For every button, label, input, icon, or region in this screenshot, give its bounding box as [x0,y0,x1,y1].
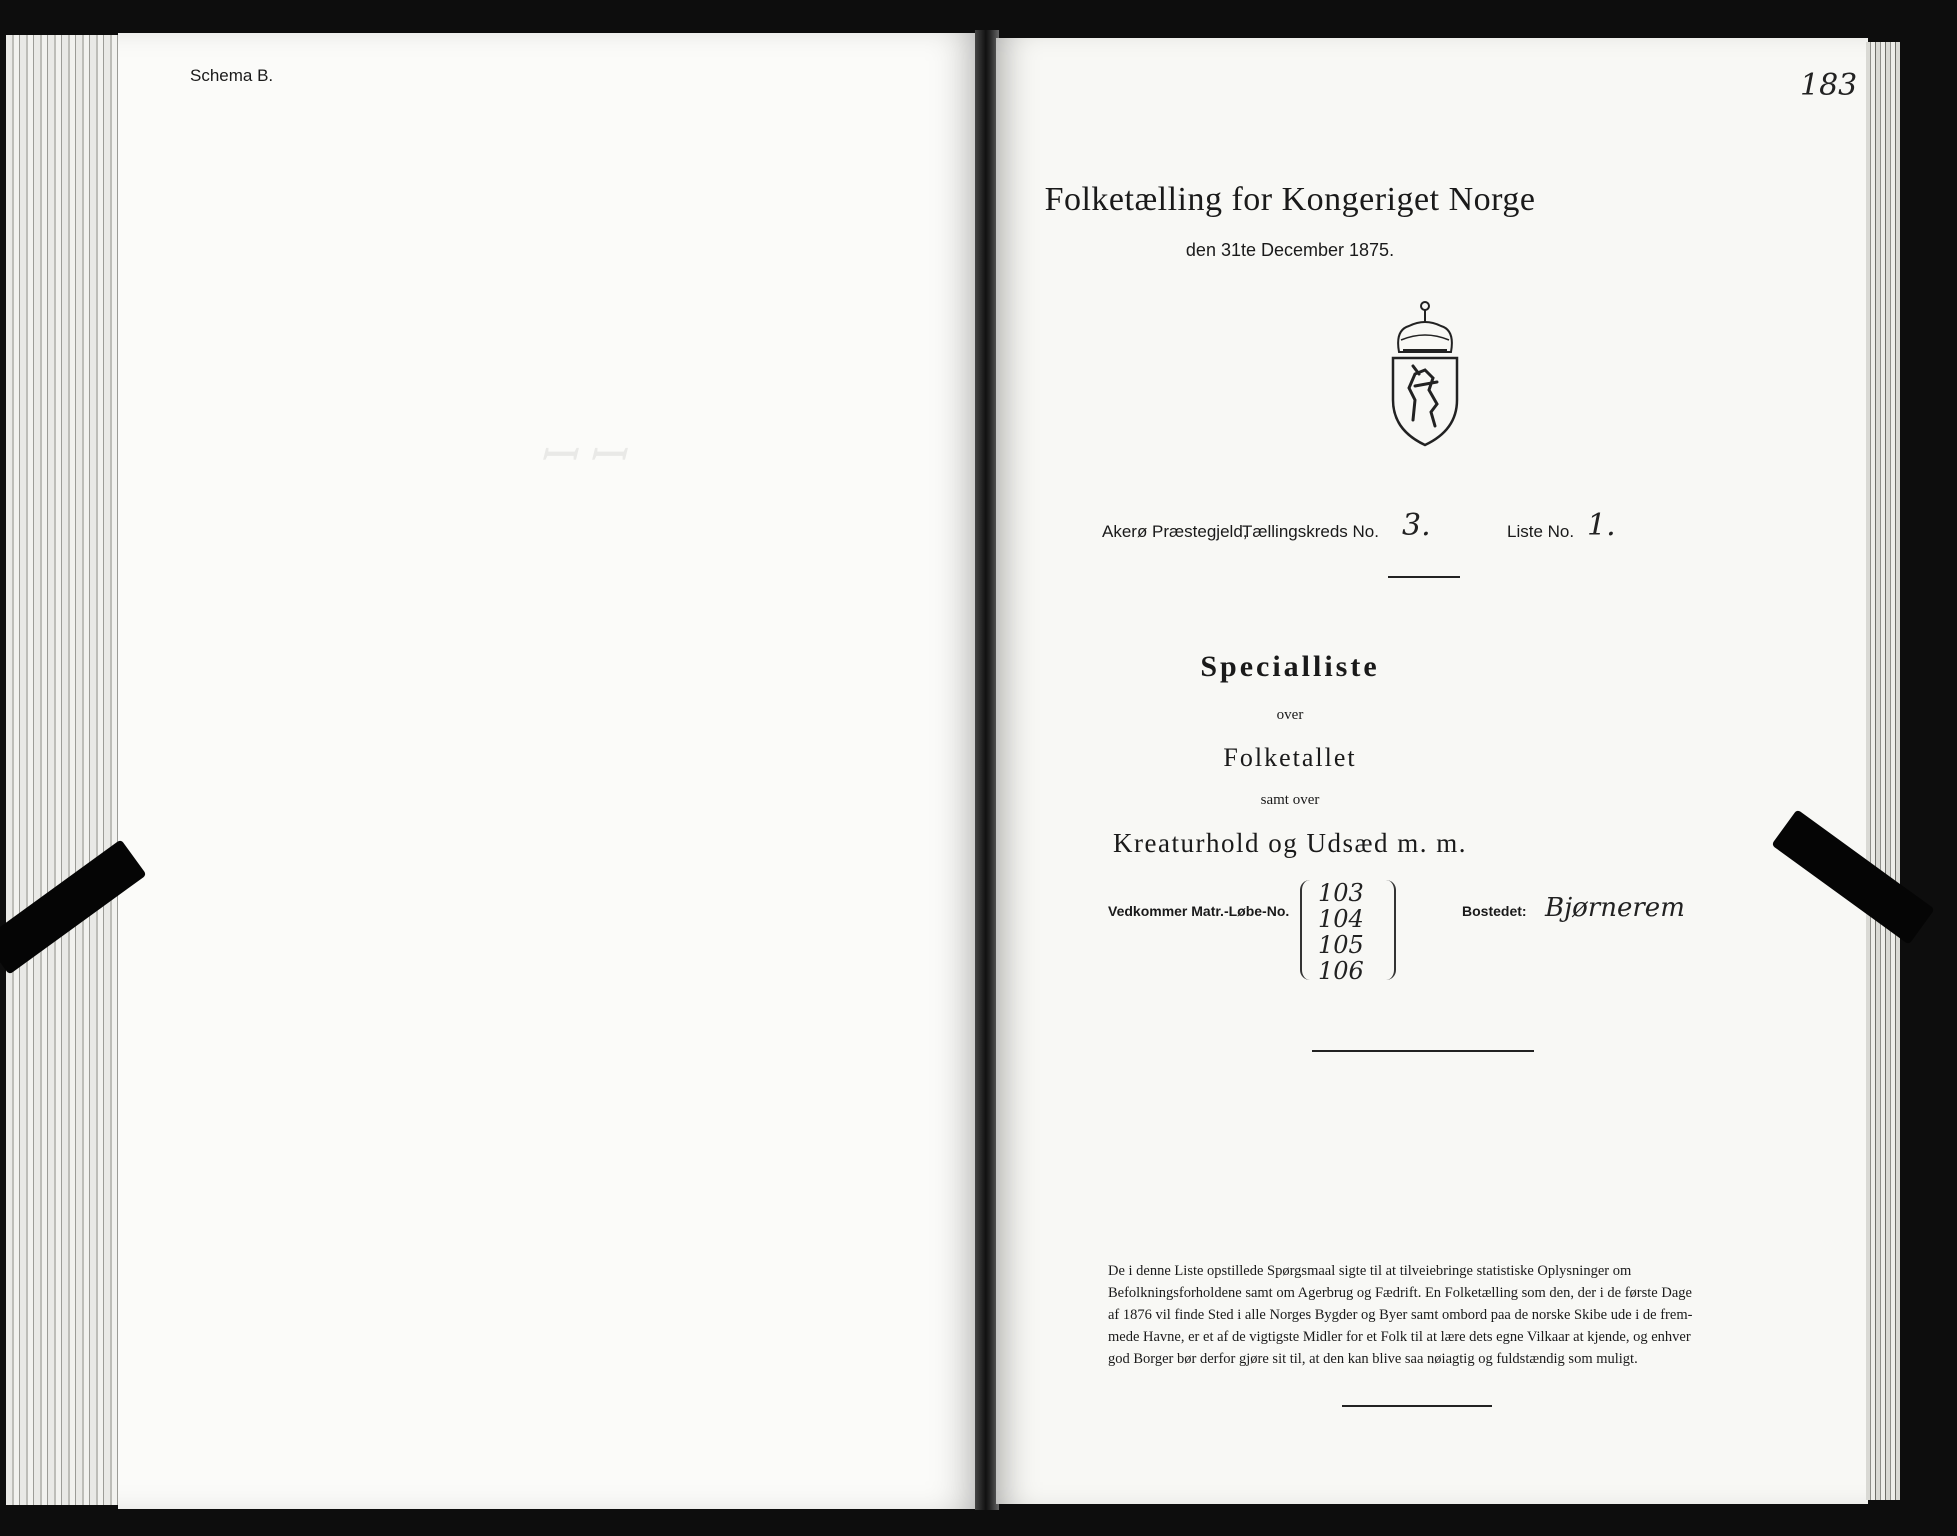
liste-label: Liste No. [1507,522,1575,541]
page-number: 183 [1800,68,1858,103]
samt-over-label: samt over [1260,792,1320,808]
matr-number: 105 [1318,931,1364,959]
matr-number: 103 [1318,879,1364,907]
census-date: den 31te December 1875. [1185,240,1395,260]
over-label: over [1276,707,1304,723]
divider [1312,1050,1534,1052]
matr-number: 106 [1318,957,1364,985]
kreds-label: Tællingskreds No. [1242,522,1379,541]
folketallet-heading: Folketallet [1223,743,1357,772]
note-line: god Borger bør derfor gjøre sit til, at den kan blive saa nøiagtig og fuldstændig som muligt. [1108,1351,1638,1367]
left-brace [1300,880,1316,980]
parish-label: Akerø Præstegjeld, [1102,522,1248,541]
norwegian-coat-of-arms-icon [1385,300,1465,450]
right-page-edges [1866,42,1900,1500]
kreds-value: 3. [1402,508,1431,543]
liste-value: 1. [1587,508,1616,543]
matr-label: Vedkommer Matr.-Løbe-No. [1108,903,1290,919]
form-title: Folketælling for Kongeriget Norge [1044,181,1536,218]
matr-number: 104 [1318,905,1364,933]
note-line: De i denne Liste opstillede Spørgsmaal sigte til at tilveiebringe statistiske Oplysninger om [1108,1263,1632,1279]
left-page-edges [6,35,121,1505]
divider [1342,1405,1492,1407]
note-line: mede Havne, er et af de vigtigste Midler for et Folk til at lære dets egne Vilkaar at kjende, og enhver [1108,1329,1691,1345]
right-brace [1380,880,1396,980]
left-blank-page [118,33,983,1509]
note-line: af 1876 vil finde Sted i alle Norges Bygder og Byer samt ombord paa de norske Skibe ude i de frem- [1108,1307,1693,1323]
divider [1388,576,1460,578]
bosted-value: Bjørnerem [1545,893,1685,923]
note-line: Befolkningsforholdene samt om Agerbrug og Fædrift. En Folketælling som den, der i de første Dage [1108,1285,1692,1301]
bleed-through-mark: ꟷ ꟷ [538,430,625,481]
instructions-paragraph [1108,1260,1828,1370]
kreaturhold-heading: Kreaturhold og Udsæd m. m. [1113,828,1467,858]
schema-label: Schema B. [190,66,274,85]
specialliste-heading: Specialliste [1200,650,1380,683]
bosted-label: Bostedet: [1462,903,1527,919]
